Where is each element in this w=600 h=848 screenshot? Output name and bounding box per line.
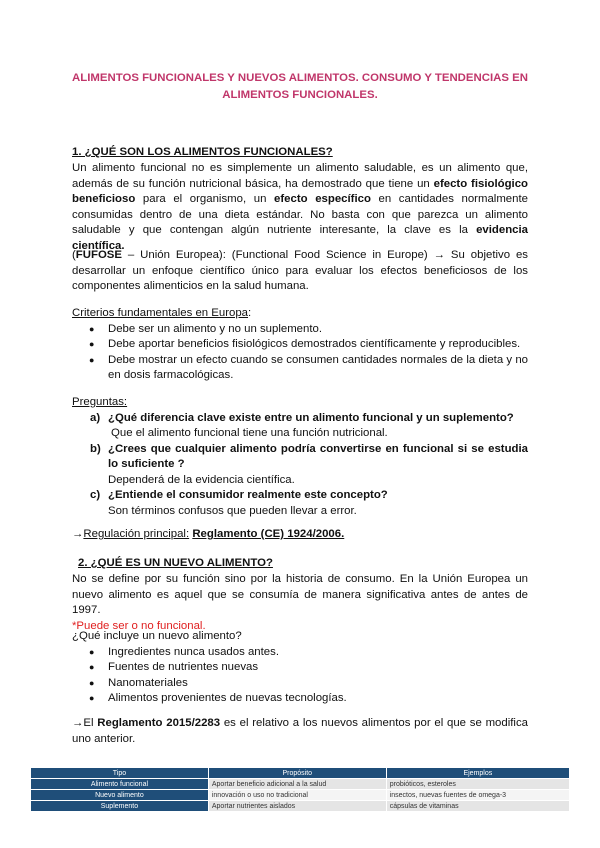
list-item: ● Fuentes de nutrientes nuevas: [72, 660, 528, 676]
regulation-2-line: →El Reglamento 2015/2283 es el relativo a los nuevos alimentos por el que se modifica uno anterior.: [72, 717, 528, 745]
questions-section: [72, 395, 528, 519]
list-item: ● Ingredientes nunca usados antes.: [72, 645, 528, 661]
section-1-paragraph: Un alimento funcional no es simplemente un alimento saludable, es un alimento que, además de su función nutricional básica, ha demostrado que tiene un efecto fisiológico beneficioso para el organismo, un efecto específico en cantidades normalmente consumidas dentro de una dieta estándar. No basta con que parezca un alimento saludable y que contengan algún nutriente interesante, la clave es la evidencia científica.: [72, 162, 528, 252]
table-row: [31, 790, 570, 801]
table-cell: insectos, nuevas fuentes de omega-3: [386, 790, 569, 801]
section-2-heading: 2. ¿QUÉ ES UN NUEVO ALIMENTO?: [78, 557, 273, 569]
question-item: a) ¿Qué diferencia clave existe entre un alimento funcional y un suplemento? Que el alimento funcional tiene una función nutricional.: [90, 411, 514, 439]
table-cell: Aportar nutrientes aislados: [208, 801, 386, 812]
includes-list: [72, 645, 528, 707]
fufose-paragraph: (FUFOSE – Unión Europea): (Functional Food Science in Europe) → Su objetivo es desarrollar un enfoque científico único para evaluar los efectos beneficiosos de los componentes alimenticios en la salud humana.: [72, 249, 528, 292]
includes-section: [72, 629, 528, 707]
table-cell: Nuevo alimento: [31, 790, 209, 801]
list-item: ● Debe ser un alimento y no un suplemento.: [72, 322, 528, 338]
table-row: [31, 779, 570, 790]
question-item: b) ¿Crees que cualquier alimento podría convertirse en funcional si se estudia lo suficiente ? Dependerá de la evidencia científica.: [90, 442, 528, 486]
list-item: ● Nanomateriales: [72, 676, 528, 692]
note-text: *Puede ser o no funcional.: [72, 619, 206, 632]
list-item: ● Debe mostrar un efecto cuando se consumen cantidades normales de la dieta y no en dosis farmacológicas.: [72, 353, 528, 384]
table-header-row: [31, 768, 570, 779]
includes-title: ¿Qué incluye un nuevo alimento?: [72, 630, 242, 642]
questions-title: Preguntas:: [72, 396, 128, 408]
criteria-title: Criterios fundamentales en Europa:: [72, 307, 252, 319]
table-cell: innovación o uso no tradicional: [208, 790, 386, 801]
document-title: ALIMENTOS FUNCIONALES Y NUEVOS ALIMENTOS. CONSUMO Y TENDENCIAS EN ALIMENTOS FUNCIONALES.: [72, 72, 528, 101]
table-header: Tipo: [31, 768, 209, 779]
table-cell: probióticos, esteroles: [386, 779, 569, 790]
question-item: c) ¿Entiende el consumidor realmente este concepto? Son términos confusos que pueden llevar a error.: [90, 489, 388, 517]
regulation-line: →Regulación principal: Reglamento (CE) 1924/2006.: [72, 528, 345, 540]
list-item: ● Debe aportar beneficios fisiológicos demostrados científicamente y reproducibles.: [72, 337, 528, 353]
section-1-heading: 1. ¿QUÉ SON LOS ALIMENTOS FUNCIONALES?: [72, 146, 333, 158]
table-row: [31, 801, 570, 812]
table-cell: Suplemento: [31, 801, 209, 812]
criteria-list: [72, 322, 528, 384]
list-item: ● Alimentos provenientes de nuevas tecnologías.: [72, 691, 528, 707]
table-header: Ejemplos: [386, 768, 569, 779]
criteria-section: [72, 306, 528, 384]
questions-list: [72, 411, 528, 520]
table-cell: Aportar beneficio adicional a la salud: [208, 779, 386, 790]
table-header: Propósito: [208, 768, 386, 779]
table-cell: Alimento funcional: [31, 779, 209, 790]
comparison-table: [30, 767, 570, 812]
table-cell: cápsulas de vitaminas: [386, 801, 569, 812]
section-2-paragraph: No se define por su función sino por la historia de consumo. En la Unión Europea un nuevo alimento es aquel que se consumía de manera significativa antes de antes de 1997. *Puede ser o no funcional.: [72, 572, 528, 634]
